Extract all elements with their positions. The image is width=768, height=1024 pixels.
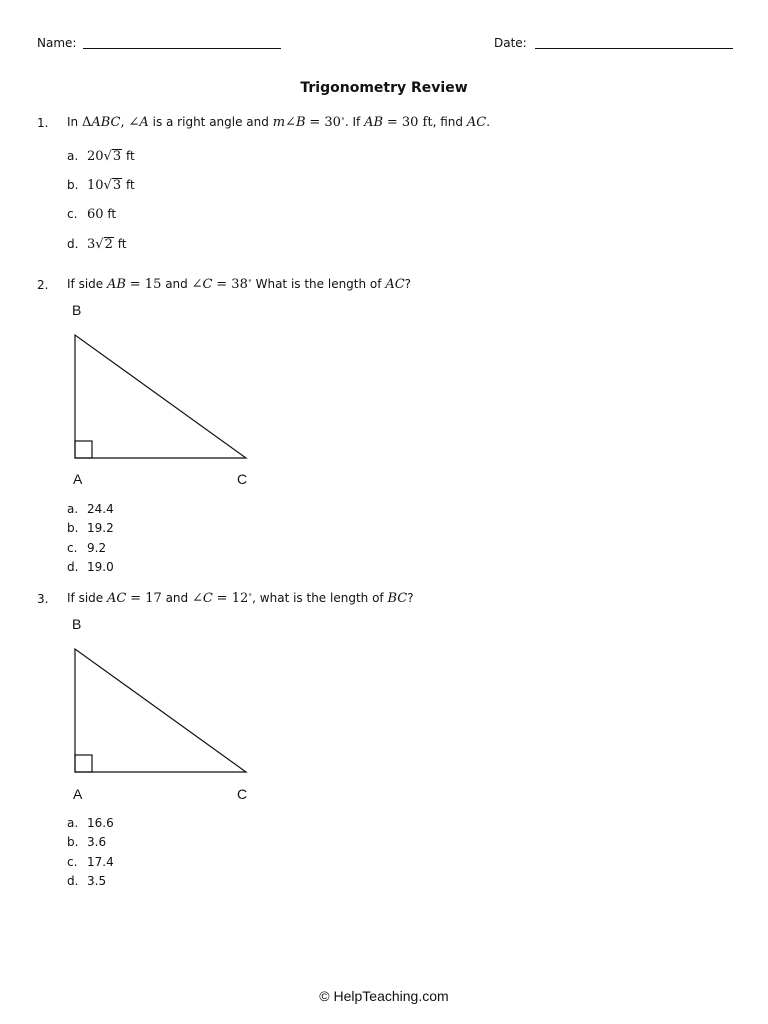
q3-triangle xyxy=(75,649,246,772)
q1-option-b[interactable]: b. 10√3 ft xyxy=(67,178,135,193)
date-label: Date: xyxy=(494,36,527,50)
q1-option-c[interactable]: c. 60 ft xyxy=(67,207,117,222)
q3-label-b: B xyxy=(72,616,82,632)
q2-option-c[interactable]: c. 9.2 xyxy=(67,541,107,555)
q2-triangle xyxy=(75,335,246,458)
q2-label-a: A xyxy=(73,471,83,487)
q2-option-d[interactable]: d. 19.0 xyxy=(67,560,114,574)
q2-number: 2. xyxy=(37,278,49,292)
q3-label-a: A xyxy=(73,786,83,802)
q1-option-d[interactable]: d. 3√2 ft xyxy=(67,237,127,252)
page-title: Trigonometry Review xyxy=(300,80,468,96)
q2-label-c: C xyxy=(237,471,248,487)
q2-option-a[interactable]: a. 24.4 xyxy=(67,502,114,516)
q2-right-angle-mark xyxy=(75,441,92,458)
q3-option-b[interactable]: b. 3.6 xyxy=(67,835,107,849)
q3-right-angle-mark xyxy=(75,755,92,772)
q2-label-b: B xyxy=(72,302,82,318)
q3-label-c: C xyxy=(237,786,248,802)
q3-option-d[interactable]: d. 3.5 xyxy=(67,874,107,888)
q3-triangle-diagram xyxy=(70,644,255,779)
q2-triangle-diagram xyxy=(70,330,255,465)
q1-number: 1. xyxy=(37,116,49,130)
q2-text: If side AB = 15 and ∠C = 38∘ What is the length of AC? xyxy=(67,276,412,292)
q1-text: In ΔABC, ∠A is a right angle and m∠B = 30∘. If AB = 30 ft, find AC. xyxy=(67,114,491,130)
q1-option-a[interactable]: a. 20√3 ft xyxy=(67,149,135,164)
name-field-line[interactable] xyxy=(83,48,281,49)
name-label: Name: xyxy=(37,36,77,50)
date-field-line[interactable] xyxy=(535,48,733,49)
q3-option-a[interactable]: a. 16.6 xyxy=(67,816,114,830)
q2-option-b[interactable]: b. 19.2 xyxy=(67,521,114,535)
q3-option-c[interactable]: c. 17.4 xyxy=(67,855,114,869)
q3-number: 3. xyxy=(37,592,49,606)
footer-copyright[interactable]: © HelpTeaching.com xyxy=(319,988,449,1004)
q3-text: If side AC = 17 and ∠C = 12∘, what is the length of BC? xyxy=(67,590,414,606)
